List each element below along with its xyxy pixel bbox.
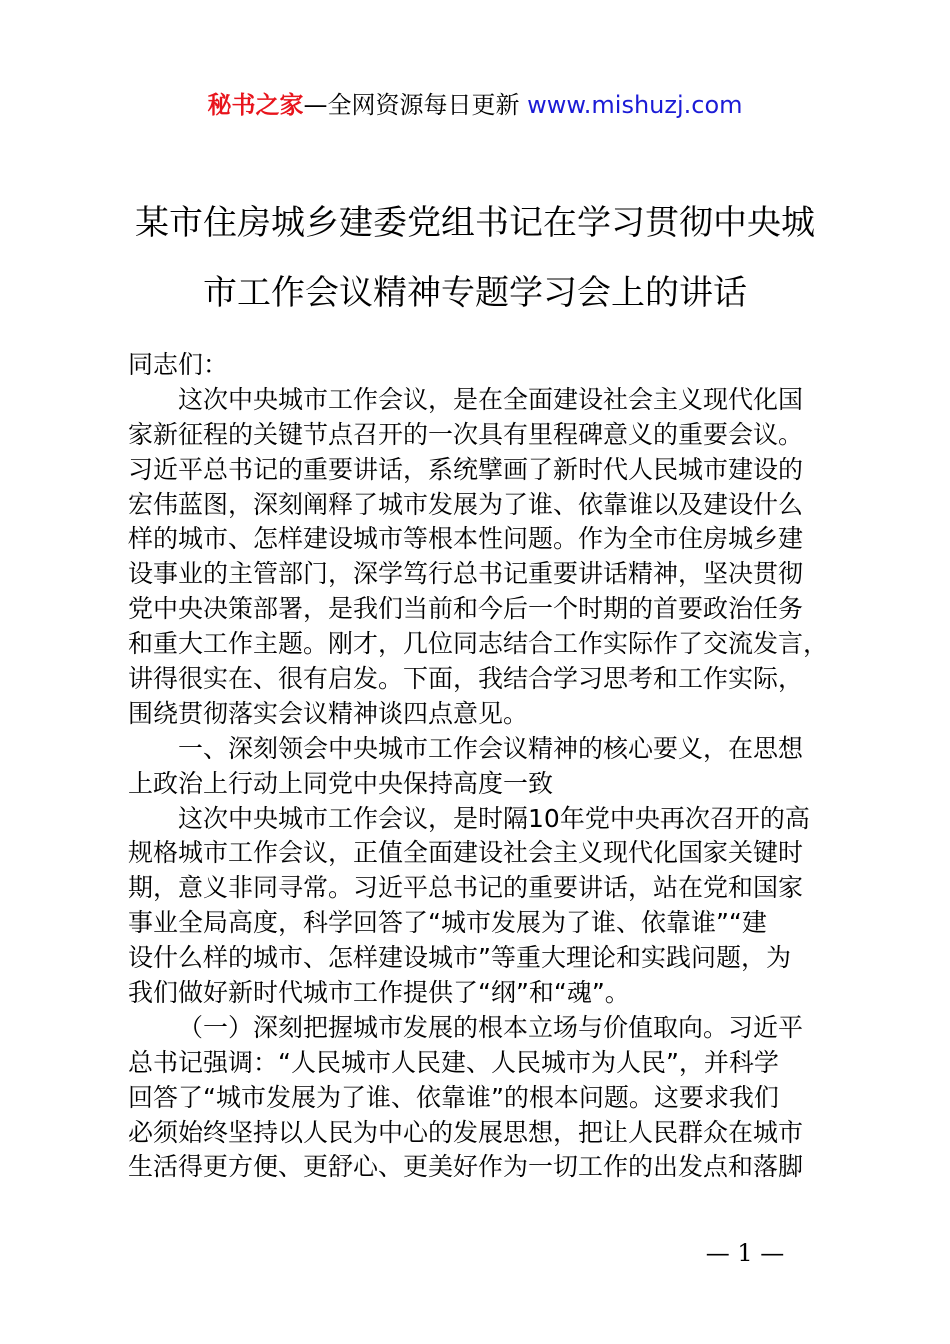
body-line: 习近平总书记的重要讲话，系统擘画了新时代人民城市建设的 [128, 454, 804, 484]
body-line: 必须始终坚持以人民为中心的发展思想，把让人民群众在城市 [128, 1117, 804, 1147]
document-title [110, 188, 840, 328]
section-heading-line: 上政治上行动上同党中央保持高度一致 [128, 768, 554, 798]
body-line: 家新征程的关键节点召开的一次具有里程碑意义的重要会议。 [128, 419, 804, 449]
site-banner [0, 88, 950, 122]
title-line: 市工作会议精神专题学习会上的讲话 [203, 273, 747, 313]
site-url-link[interactable]: www.mishuzj.com [527, 91, 743, 119]
document-body [128, 348, 832, 1185]
body-line: 这次中央城市工作会议，是时隔10年党中央再次召开的高 [178, 803, 810, 833]
body-line: 规格城市工作会议，正值全面建设社会主义现代化国家关键时 [128, 838, 804, 868]
body-line: 期，意义非同寻常。习近平总书记的重要讲话，站在党和国家 [128, 873, 804, 903]
body-line: 讲得很实在、很有启发。下面，我结合学习思考和工作实际， [128, 664, 804, 694]
body-line: 生活得更方便、更舒心、更美好作为一切工作的出发点和落脚 [128, 1152, 804, 1182]
subsection-heading-line: （一）深刻把握城市发展的根本立场与价值取向。习近平 [178, 1012, 804, 1042]
body-line: 样的城市、怎样建设城市等根本性问题。作为全市住房城乡建 [128, 524, 804, 554]
body-line: 总书记强调：“人民城市人民建、人民城市为人民”，并科学 [128, 1047, 779, 1077]
body-line: 宏伟蓝图，深刻阐释了城市发展为了谁、依靠谁以及建设什么 [128, 489, 804, 519]
body-line: 围绕贯彻落实会议精神谈四点意见。 [128, 698, 529, 728]
page-number: — 1 — [705, 1239, 785, 1267]
body-line: 设什么样的城市、怎样建设城市”等重大理论和实践问题，为 [128, 943, 791, 973]
site-tagline: —全网资源每日更新 [303, 91, 520, 119]
site-brand: 秘书之家 [207, 91, 304, 119]
body-line: 党中央决策部署，是我们当前和今后一个时期的首要政治任务 [128, 594, 804, 624]
body-line: 设事业的主管部门，深学笃行总书记重要讲话精神，坚决贯彻 [128, 559, 804, 589]
body-line: 事业全局高度，科学回答了“城市发展为了谁、依靠谁”“建 [128, 908, 767, 938]
body-line: 这次中央城市工作会议，是在全面建设社会主义现代化国 [178, 384, 804, 414]
body-line: 我们做好新时代城市工作提供了“纲”和“魂”。 [128, 978, 630, 1008]
section-heading-line: 一、深刻领会中央城市工作会议精神的核心要义，在思想 [178, 733, 804, 763]
salutation: 同志们： [128, 350, 229, 379]
body-line: 回答了“城市发展为了谁、依靠谁”的根本问题。这要求我们 [128, 1082, 779, 1112]
title-line: 某市住房城乡建委党组书记在学习贯彻中央城 [135, 203, 815, 243]
body-line: 和重大工作主题。刚才，几位同志结合工作实际作了交流发言， [128, 629, 829, 659]
